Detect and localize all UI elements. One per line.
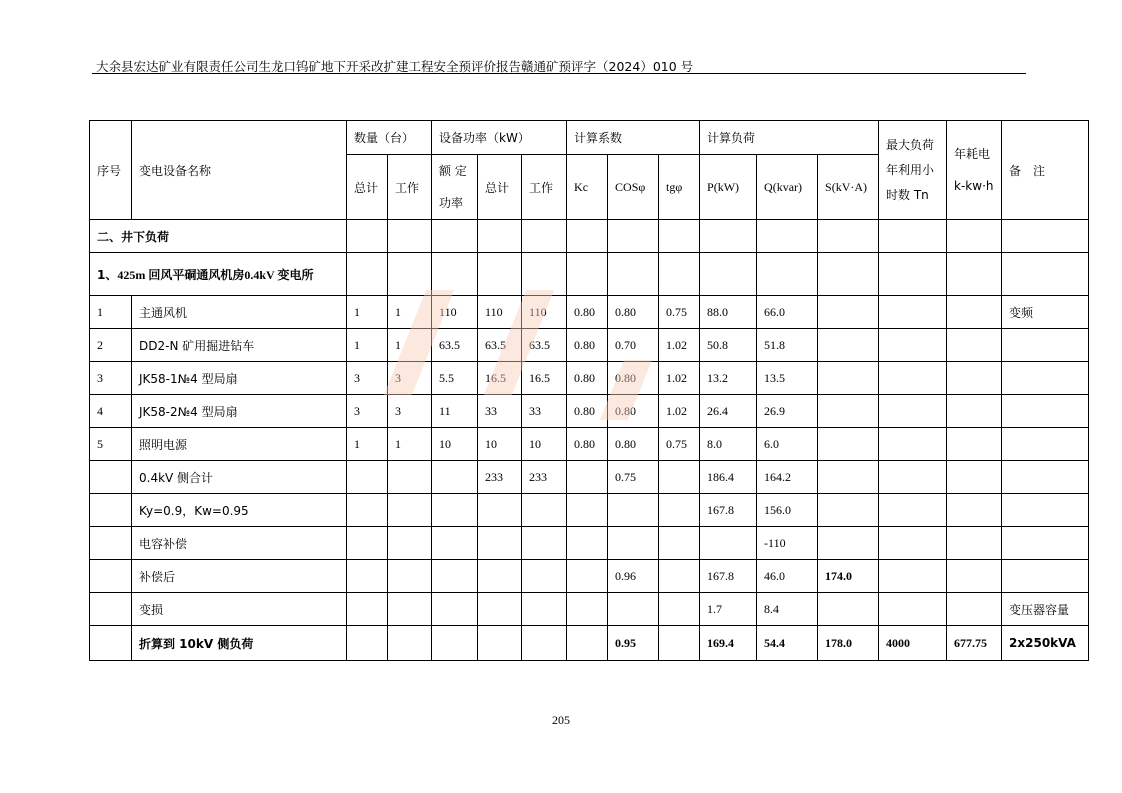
equipment-name: 主通风机 [132, 296, 347, 329]
remark-value [1002, 395, 1089, 428]
p-value: 13.2 [700, 362, 757, 395]
tn-value [879, 329, 947, 362]
table-row [90, 395, 1089, 428]
qty-working [388, 626, 432, 661]
tn-value [879, 560, 947, 593]
col-header-calculated-load: 计算负荷 [700, 121, 879, 155]
kc-value: 0.80 [567, 329, 608, 362]
remark-value: 2x250kVA [1002, 626, 1089, 661]
s-value [818, 428, 879, 461]
row-index: 1 [90, 296, 132, 329]
power-total [478, 593, 522, 626]
col-header-quantity: 数量（台） [347, 121, 432, 155]
col-header-kc: Kc [567, 155, 608, 220]
equipment-name: Ky=0.9，Kw=0.95 [132, 494, 347, 527]
equipment-name: 变损 [132, 593, 347, 626]
qty-working: 1 [388, 428, 432, 461]
col-header-qty-working: 工作 [388, 155, 432, 220]
table-row [90, 593, 1089, 626]
tg-phi-value: 0.75 [659, 296, 700, 329]
kc-value [567, 593, 608, 626]
energy-value [947, 527, 1002, 560]
power-total [478, 560, 522, 593]
tn-value [879, 461, 947, 494]
remark-value [1002, 494, 1089, 527]
rated-power: 11 [432, 395, 478, 428]
tn-value [879, 362, 947, 395]
rated-power [432, 560, 478, 593]
qty-total [347, 461, 388, 494]
row-index [90, 527, 132, 560]
remark-value [1002, 329, 1089, 362]
row-index [90, 461, 132, 494]
row-index: 5 [90, 428, 132, 461]
remark-value [1002, 527, 1089, 560]
energy-value [947, 362, 1002, 395]
qty-working [388, 461, 432, 494]
table-row [90, 626, 1089, 661]
q-value: 6.0 [757, 428, 818, 461]
s-value: 178.0 [818, 626, 879, 661]
col-header-cos-phi: COSφ [608, 155, 659, 220]
cos-phi-value: 0.75 [608, 461, 659, 494]
qty-working [388, 494, 432, 527]
q-value: 54.4 [757, 626, 818, 661]
s-value [818, 593, 879, 626]
equipment-name: 照明电源 [132, 428, 347, 461]
p-value: 167.8 [700, 494, 757, 527]
equipment-name: 补偿后 [132, 560, 347, 593]
tn-value [879, 428, 947, 461]
col-header-qty-total: 总计 [347, 155, 388, 220]
tg-phi-value: 0.75 [659, 428, 700, 461]
qty-total [347, 593, 388, 626]
power-working: 110 [522, 296, 567, 329]
p-value: 1.7 [700, 593, 757, 626]
energy-value [947, 428, 1002, 461]
qty-total: 1 [347, 296, 388, 329]
cos-phi-value: 0.80 [608, 428, 659, 461]
rated-power [432, 626, 478, 661]
s-value [818, 296, 879, 329]
table-row [90, 362, 1089, 395]
s-value: 174.0 [818, 560, 879, 593]
power-working: 233 [522, 461, 567, 494]
qty-total [347, 560, 388, 593]
equipment-name: JK58-1№4 型局扇 [132, 362, 347, 395]
q-value: 66.0 [757, 296, 818, 329]
cos-phi-value: 0.80 [608, 296, 659, 329]
power-total: 33 [478, 395, 522, 428]
load-calculation-table [89, 120, 1089, 661]
kc-value: 0.80 [567, 395, 608, 428]
tg-phi-value [659, 494, 700, 527]
qty-working: 1 [388, 329, 432, 362]
qty-total: 3 [347, 395, 388, 428]
s-value [818, 395, 879, 428]
table-row [90, 428, 1089, 461]
p-value: 26.4 [700, 395, 757, 428]
energy-value [947, 494, 1002, 527]
kc-value [567, 494, 608, 527]
tn-value [879, 296, 947, 329]
equipment-name: 折算到 10kV 侧负荷 [132, 626, 347, 661]
rated-power [432, 494, 478, 527]
power-total: 10 [478, 428, 522, 461]
col-header-max-load-hours: 最大负荷 年利用小 时数 Tn [879, 121, 947, 220]
qty-working: 3 [388, 362, 432, 395]
p-value: 186.4 [700, 461, 757, 494]
equipment-name: JK58-2№4 型局扇 [132, 395, 347, 428]
rated-power: 5.5 [432, 362, 478, 395]
page-number: 205 [552, 713, 570, 727]
p-value: 8.0 [700, 428, 757, 461]
cos-phi-value [608, 593, 659, 626]
remark-value [1002, 362, 1089, 395]
power-working [522, 593, 567, 626]
energy-value [947, 593, 1002, 626]
power-total: 63.5 [478, 329, 522, 362]
col-header-tg-phi: tgφ [659, 155, 700, 220]
remark-value [1002, 428, 1089, 461]
tg-phi-value [659, 626, 700, 661]
col-header-annual-energy: 年耗电 k-kw·h [947, 121, 1002, 220]
s-value [818, 461, 879, 494]
tg-phi-value: 1.02 [659, 329, 700, 362]
power-working: 10 [522, 428, 567, 461]
power-total: 16.5 [478, 362, 522, 395]
subsection-title: 1、425m 回风平硐通风机房0.4kV 变电所 [90, 253, 347, 296]
s-value [818, 329, 879, 362]
q-value: 164.2 [757, 461, 818, 494]
rated-power: 63.5 [432, 329, 478, 362]
table-row [90, 560, 1089, 593]
col-header-index: 序号 [90, 121, 132, 220]
table-row [90, 494, 1089, 527]
kc-value: 0.80 [567, 428, 608, 461]
energy-value [947, 560, 1002, 593]
table-row [90, 461, 1089, 494]
cos-phi-value [608, 494, 659, 527]
power-working: 16.5 [522, 362, 567, 395]
energy-value [947, 461, 1002, 494]
qty-working: 1 [388, 296, 432, 329]
power-working [522, 626, 567, 661]
qty-total: 3 [347, 362, 388, 395]
qty-total [347, 494, 388, 527]
cos-phi-value: 0.70 [608, 329, 659, 362]
p-value: 50.8 [700, 329, 757, 362]
col-header-rated-power: 额 定 功率 [432, 155, 478, 220]
cos-phi-value: 0.96 [608, 560, 659, 593]
cos-phi-value: 0.80 [608, 362, 659, 395]
rated-power [432, 527, 478, 560]
tg-phi-value [659, 560, 700, 593]
s-value [818, 527, 879, 560]
kc-value [567, 626, 608, 661]
rated-power [432, 593, 478, 626]
col-header-power-working: 工作 [522, 155, 567, 220]
table-row [90, 527, 1089, 560]
rated-power: 110 [432, 296, 478, 329]
col-header-q: Q(kvar) [757, 155, 818, 220]
power-working [522, 494, 567, 527]
p-value: 169.4 [700, 626, 757, 661]
kc-value [567, 560, 608, 593]
row-index [90, 560, 132, 593]
cos-phi-value: 0.95 [608, 626, 659, 661]
remark-value: 变频 [1002, 296, 1089, 329]
remark-value [1002, 560, 1089, 593]
col-header-equipment: 变电设备名称 [132, 121, 347, 220]
row-index [90, 593, 132, 626]
power-working: 63.5 [522, 329, 567, 362]
rated-power: 10 [432, 428, 478, 461]
tn-value: 4000 [879, 626, 947, 661]
section-title: 二、井下负荷 [90, 220, 347, 253]
qty-total: 1 [347, 329, 388, 362]
kc-value [567, 527, 608, 560]
equipment-name: DD2-N 矿用掘进钻车 [132, 329, 347, 362]
power-working: 33 [522, 395, 567, 428]
tn-value [879, 593, 947, 626]
equipment-name: 0.4kV 侧合计 [132, 461, 347, 494]
power-total: 110 [478, 296, 522, 329]
cos-phi-value [608, 527, 659, 560]
tn-value [879, 494, 947, 527]
row-index: 2 [90, 329, 132, 362]
kc-value [567, 461, 608, 494]
energy-value: 677.75 [947, 626, 1002, 661]
power-total [478, 626, 522, 661]
row-index: 4 [90, 395, 132, 428]
equipment-name: 电容补偿 [132, 527, 347, 560]
q-value: 46.0 [757, 560, 818, 593]
tg-phi-value [659, 527, 700, 560]
energy-value [947, 329, 1002, 362]
power-total [478, 494, 522, 527]
q-value: 8.4 [757, 593, 818, 626]
col-header-power: 设备功率（kW） [432, 121, 567, 155]
tg-phi-value: 1.02 [659, 362, 700, 395]
qty-total [347, 527, 388, 560]
qty-working [388, 527, 432, 560]
col-header-coefficient: 计算系数 [567, 121, 700, 155]
tg-phi-value [659, 593, 700, 626]
power-total: 233 [478, 461, 522, 494]
row-index [90, 494, 132, 527]
qty-total: 1 [347, 428, 388, 461]
p-value [700, 527, 757, 560]
p-value: 88.0 [700, 296, 757, 329]
cos-phi-value: 0.80 [608, 395, 659, 428]
col-header-p: P(kW) [700, 155, 757, 220]
q-value: 156.0 [757, 494, 818, 527]
q-value: 13.5 [757, 362, 818, 395]
document-header: 大余县宏达矿业有限责任公司生龙口钨矿地下开采改扩建工程安全预评价报告赣通矿预评字（2024）010 号 [96, 59, 694, 74]
q-value: -110 [757, 527, 818, 560]
qty-working [388, 593, 432, 626]
qty-working [388, 560, 432, 593]
row-index [90, 626, 132, 661]
p-value: 167.8 [700, 560, 757, 593]
col-header-s: S(kV·A) [818, 155, 879, 220]
s-value [818, 494, 879, 527]
power-total [478, 527, 522, 560]
rated-power [432, 461, 478, 494]
tn-value [879, 527, 947, 560]
row-index: 3 [90, 362, 132, 395]
remark-value: 变压器容量 [1002, 593, 1089, 626]
col-header-power-total: 总计 [478, 155, 522, 220]
q-value: 51.8 [757, 329, 818, 362]
power-working [522, 560, 567, 593]
energy-value [947, 296, 1002, 329]
tg-phi-value: 1.02 [659, 395, 700, 428]
col-header-remark: 备 注 [1002, 121, 1089, 220]
qty-working: 3 [388, 395, 432, 428]
qty-total [347, 626, 388, 661]
tg-phi-value [659, 461, 700, 494]
kc-value: 0.80 [567, 362, 608, 395]
table-row [90, 296, 1089, 329]
s-value [818, 362, 879, 395]
energy-value [947, 395, 1002, 428]
q-value: 26.9 [757, 395, 818, 428]
kc-value: 0.80 [567, 296, 608, 329]
remark-value [1002, 461, 1089, 494]
table-row [90, 329, 1089, 362]
tn-value [879, 395, 947, 428]
header-rule [92, 73, 1026, 74]
power-working [522, 527, 567, 560]
